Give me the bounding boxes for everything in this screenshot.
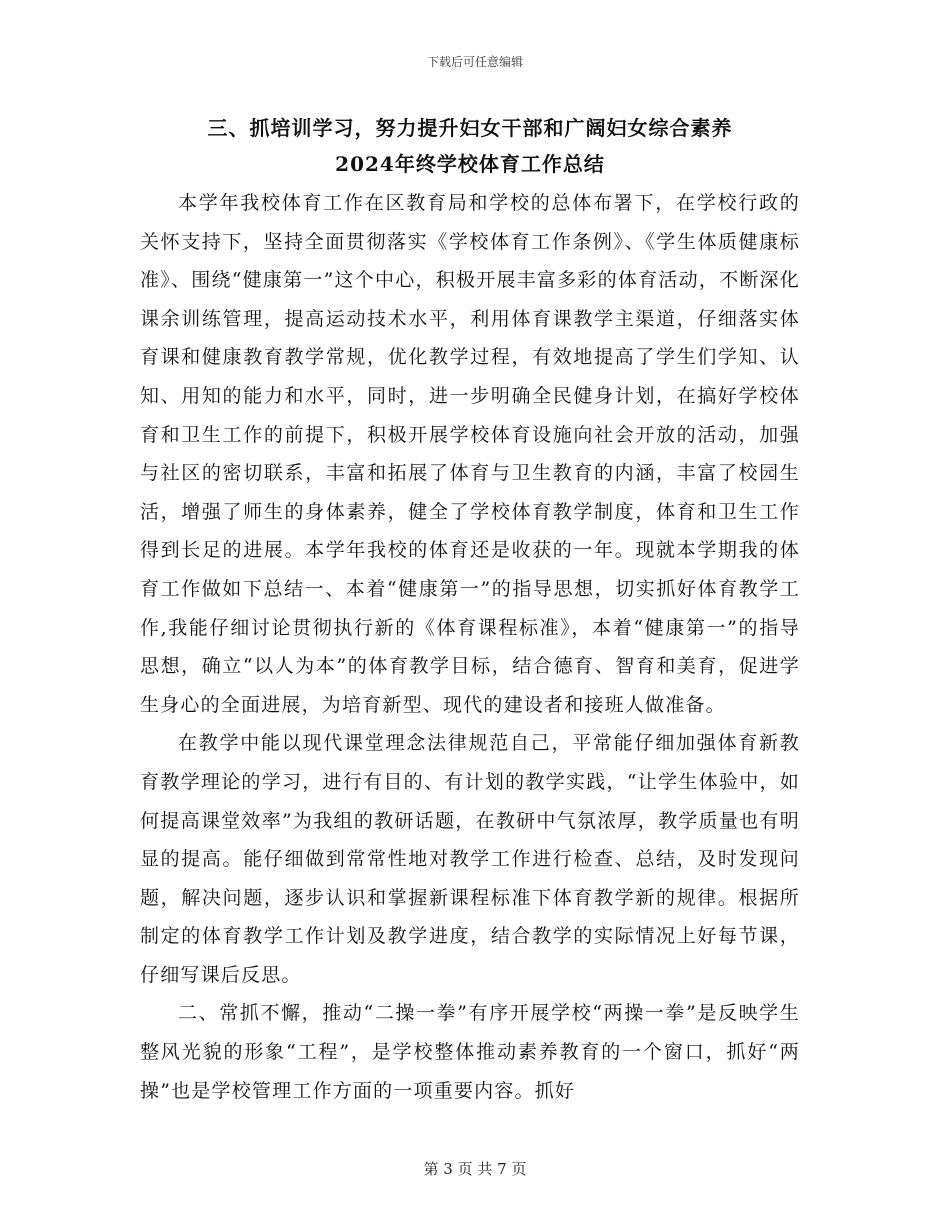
document-body xyxy=(140,110,800,1110)
paragraph-exercises: 二、常抓不懈，推动“二操一拳”有序开展学校“两操一拳”是反映学生整风光貌的形象“工程”，是学校整体推动素养教育的一个窗口，抓好“两操”也是学校管理工作方面的一项重要内容。抓好 xyxy=(140,1002,800,1102)
document-title: 2024年终学校体育工作总结 xyxy=(335,152,605,176)
page-number: 第 3 页 共 7 页 xyxy=(423,1160,527,1178)
page-header-note: 下载后可任意编辑 xyxy=(426,55,523,69)
paragraph-teaching: 在教学中能以现代课堂理念法律规范自己，平常能仔细加强体育新教育教学理论的学习，进行有目的、有计划的教学实践，“让学生体验中，如何提高课堂效率”为我组的教研话题，在教研中气氛浓厚，教学质量也有明显的提高。能仔细做到常常性地对教学工作进行检查、总结，及时发现问题，解决问题，逐步认识和掌握新课程标准下体育教学新的规律。根据所制定的体育教学工作计划及教学进度，结合教学的实际情况上好每节课，仔细写课后反思。 xyxy=(140,732,800,986)
paragraph-intro: 本学年我校体育工作在区教育局和学校的总体布署下，在学校行政的关怀支持下，坚持全面贯彻落实《学校体育工作条例》、《学生体质健康标准》、围绕“健康第一”这个中心，积极开展丰富多彩的体育活动，不断深化课余训练管理，提高运动技术水平，利用体育课教学主渠道，仔细落实体育课和健康教育教学常规，优化教学过程，有效地提高了学生们学知、认知、用知的能力和水平，同时，进一步明确全民健身计划，在搞好学校体育和卫生工作的前提下，积极开展学校体育设施向社会开放的活动，加强与社区的密切联系，丰富和拓展了体育与卫生教育的内涵，丰富了校园生活，增强了师生的身体素养，健全了学校体育教学制度，体育和卫生工作得到长足的进展。本学年我校的体育还是收获的一年。现就本学期我的体育工作做如下总结一、本着“健康第一”的指导思想，切实抓好体育教学工作,我能仔细讨论贯彻执行新的《体育课程标准》，本着“健康第一”的指导思想，确立“以人为本”的体育教学目标，结合德育、智育和美育，促进学生身心的全面进展，为培育新型、现代的建设者和接班人做准备。 xyxy=(140,192,800,716)
section-heading: 三、抓培训学习，努力提升妇女干部和广阔妇女综合素养 xyxy=(207,116,733,140)
